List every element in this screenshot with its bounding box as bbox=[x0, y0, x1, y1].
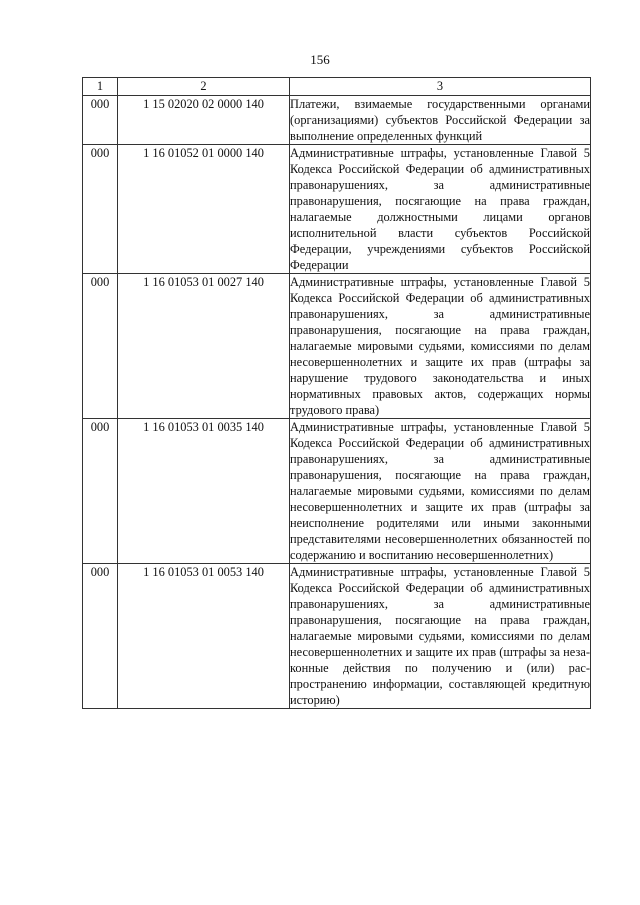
budget-classification-table bbox=[82, 77, 591, 709]
table-body bbox=[83, 96, 591, 709]
admin-code-cell: 000 bbox=[83, 96, 118, 145]
page-number: 156 bbox=[310, 52, 330, 67]
kbk-code-cell: 1 16 01053 01 0027 140 bbox=[118, 274, 290, 419]
admin-code-cell: 000 bbox=[83, 274, 118, 419]
description-cell: Административные штрафы, установленные Главой 5 Кодекса Российской Федерации об административных правонарушениях, за административные правонарушения, посягающие на права граждан, налагаемые должностными лицами органов исполнительной власти субъектов Российской Федерации, учреждениями субъектов Российской Федерации bbox=[290, 146, 590, 272]
description-cell: Административные штрафы, установленные Главой 5 Кодекса Российской Федерации об административных правонарушениях, за административные правонарушения, посягающие на права граждан, налагаемые мировыми судьями, комиссиями по делам несовершеннолетних и защите их прав (штрафы за неисполнение родителями или иными законными представителями несовершеннолетних обязанностей по содержанию и воспитанию несовершеннолетних) bbox=[290, 420, 590, 562]
table-row bbox=[83, 145, 591, 274]
description-cell: Административные штрафы, установленные Главой 5 Кодекса Российской Федерации об административных правонарушениях, за административные правонарушения, посягающие на права граждан, налагаемые мировыми судьями, комиссиями по делам несовершеннолетних и защите их прав (штрафы за незаконные действия по получению и (или) распространению информации, составляющей кредитную историю) bbox=[290, 565, 590, 707]
header-col-2: 2 bbox=[118, 78, 290, 96]
admin-code-cell: 000 bbox=[83, 564, 118, 709]
description-cell: Платежи, взимаемые государственными органами (организациями) субъектов Российской Федерации за выполнение определенных функций bbox=[290, 97, 590, 143]
kbk-code-cell: 1 15 02020 02 0000 140 bbox=[118, 96, 290, 145]
table-header bbox=[83, 78, 591, 96]
table-row bbox=[83, 274, 591, 419]
admin-code-cell: 000 bbox=[83, 145, 118, 274]
table-row bbox=[83, 564, 591, 709]
kbk-code-cell: 1 16 01053 01 0035 140 bbox=[118, 419, 290, 564]
table-row bbox=[83, 419, 591, 564]
kbk-code-cell: 1 16 01053 01 0053 140 bbox=[118, 564, 290, 709]
header-col-3: 3 bbox=[290, 78, 591, 96]
admin-code-cell: 000 bbox=[83, 419, 118, 564]
table-row bbox=[83, 96, 591, 145]
header-col-1: 1 bbox=[83, 78, 118, 96]
header-row bbox=[83, 78, 591, 96]
description-cell: Административные штрафы, установленные Главой 5 Кодекса Российской Федерации об административных правонарушениях, за административные правонарушения, посягающие на права граждан, налагаемые мировыми судьями, комиссиями по делам несовершеннолетних и защите их прав (штрафы за нарушение трудового законодательства и иных нормативных правовых актов, содержащих нормы трудового права) bbox=[290, 275, 590, 417]
kbk-code-cell: 1 16 01052 01 0000 140 bbox=[118, 145, 290, 274]
